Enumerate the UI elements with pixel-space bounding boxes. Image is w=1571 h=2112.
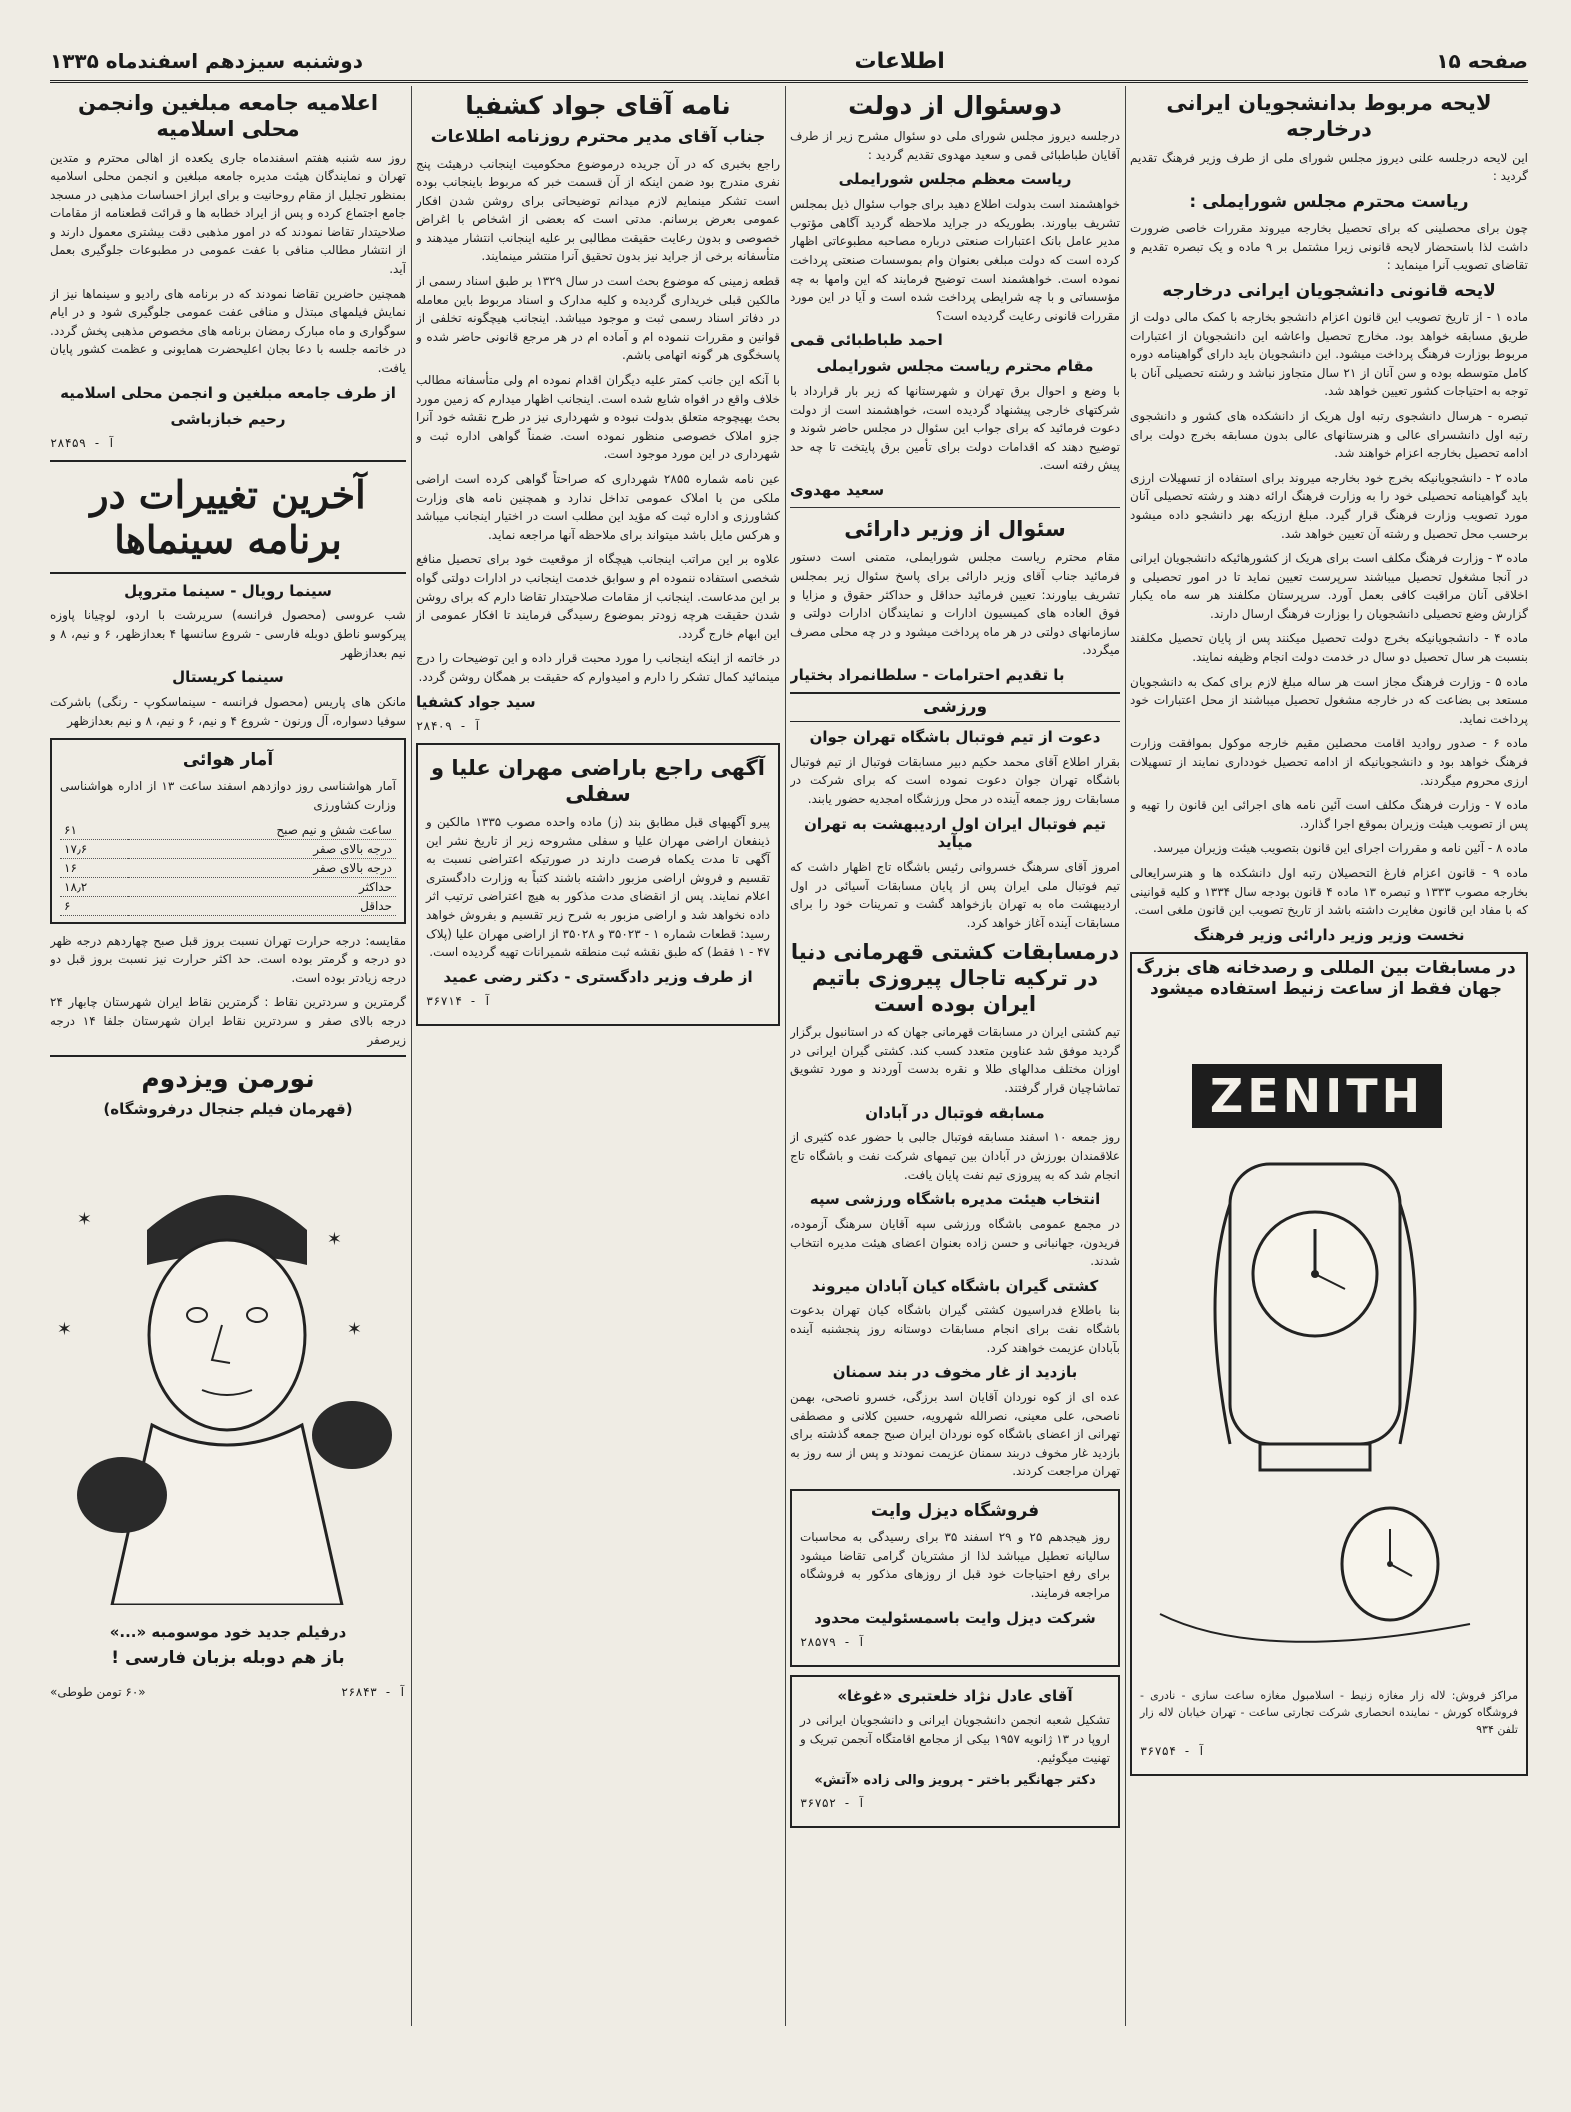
subheadline: مسابقه فوتبال در آبادان [865,1103,1045,1122]
paragraph: روز جمعه ۱۰ اسفند مسابقه فوتبال جالبی با حضور عده کثیری از علاقمندان بورزش در آبادان بین تیمهای شرکت نفت و باشگاه تاج انجام شد که به پیروزی تیم نفت پایان یافت. [790,1130,1120,1182]
notice-headline: آگهی راجع باراضی مهران علیا و سفلی [431,755,765,806]
paragraph: همچنین حاضرین تقاضا نمودند که در برنامه های رادیو و سینماها نیز از نمایش فیلمهای مبتذل و منافی عفت عمومی جلوگیری شود و در ایام سوگواری و ماه مبارک رمضان برنامه های مخصوص مذهبی پخش گردد. در خاتمه جلسه با دعا بجان اعلیحضرت همایونی و عظمت کشور پایان یافت. [50,286,406,376]
weather-value: ۱۶ [60,858,128,877]
cartoon-captions [50,1619,406,1675]
column-kashfia-letter [416,86,780,2026]
column-rule [785,86,786,2026]
paragraph: ماده ۹ - قانون اعزام فارغ التحصیلان رتبه اول دانشکده ها و هنرسرایعالی بخارجه مصوب ۱۳۳۳ و تبصره ۱۳ ماده ۴ قانون بودجه سال ۱۳۳۴ و کلیه قوانینی که با مفاد این قانون مغایرت داشته باشد از تاریخ تصویب این قانون ملغی است. [1130,866,1528,918]
weather-intro: آمار هواشناسی روز دوازدهم اسفند ساعت ۱۳ از اداره هواشناسی وزارت کشاورزی [60,779,396,812]
weather-value: ۱۸٫۲ [60,877,128,896]
paragraph: ماده ۸ - آئین نامه و مقررات اجرای این قانون بتصویب هیئت وزیران میرسد. [1153,841,1528,856]
zenith-logo: ZENITH [1192,1064,1442,1128]
column-rule [411,86,412,2026]
cinema-name: سینما رویال - سینما متروپل [124,581,332,600]
paragraph: ماده ۶ - صدور روادید اقامت محصلین مقیم خارجه موکول بموافقت وزارت فرهنگ خواهد بود و دانشجویانیکه از ادامه تحصیل خودداری نمایند از تسهیلات ارزی محروم میگردند. [1130,736,1528,788]
headline: درمسابقات کشتی قهرمانی دنیا در ترکیه تاجال پیروزی باتیم ایران بوده است [790,939,1120,1017]
subheadline: لایحه قانونی دانشجویان ایرانی درخارجه [1162,280,1496,301]
signature: سید جواد کشفیا [416,692,536,711]
paragraph: با وضع و احوال برق تهران و شهرستانها که زیر بار قرارداد با شرکتهای خارجی پیشنهاد گردیده است، خواهشمند است از دولت دعوت فرمائید که برای جواب این سئوال در مجلس حاضر شوند و توضیح دهند که اقدامات دولت برای تأمین برق پایتخت تا چه حد پیش رفته است. [790,384,1120,473]
paragraph: در خاتمه از اینکه اینجانب را مورد محبت قرار داده و این توضیحات را درج مینمائید کمال تشکر را دارم و امیدوارم که حقیقت بر همگان روشن گردد. [416,651,780,684]
ad-outlets: مراکز فروش: لاله زار مغازه زنیط - اسلامبول مغازه ساعت سازی - نادری - فروشگاه کورش - نماینده انحصاری شرکت تجارتی ساعت - تهران خیابان لاله زار تلفن ۹۳۴ [1140,1688,1518,1736]
ad-signature: شرکت دیزل وایت باسمسئولیت محدود [814,1608,1096,1627]
notice-reference: آ - ۳۶۷۱۴ [426,993,492,1008]
paragraph: بنا باطلاع فدراسیون کشتی گیران باشگاه کیان تهران بدعوت باشگاه نفت برای انجام مسابقات دوستانه روز پنجشنبه آینده بآبادان عزیمت خواهند کرد. [790,1303,1120,1355]
weather-label: درجه بالای صفر [128,839,396,858]
subheadline: ریاست معظم مجلس شورایملی [838,170,1072,189]
weather-row [60,877,396,896]
signature: با تقدیم احترامات - سلطانمراد بختیار [790,665,1065,684]
section-label: ورزشی [790,692,1120,722]
weather-row [60,821,396,840]
ad-subheadline: (قهرمان فیلم جنجال درفروشگاه) [103,1100,353,1119]
ad-footer [1140,1687,1518,1768]
ad-headline: فروشگاه دیزل وایت [870,1500,1040,1521]
headline: سئوال از وزیر دارائی [844,517,1066,542]
subheadline: بازدید از غار مخوف در بند سمنان [832,1363,1078,1382]
paragraph: تیم کشتی ایران در مسابقات قهرمانی جهان که در استانبول برگزار گردید موفق شد عناوین متعدد کسب کند. کشتی گیران ایرانی در اوزان مختلف مدالهای طلا و نقره بدست آوردند و مورد تشویق تماشاچیان قرار گرفتند. [790,1025,1120,1096]
paragraph: ماده ۷ - وزارت فرهنگ مکلف است آئین نامه های اجرائی این قانون را تهیه و پس از تصویب هیئت وزیران بموقع اجرا گذارد. [1130,798,1528,831]
column-questions-sports [790,86,1120,2026]
weather-value: ۶ [60,896,128,915]
notice-signature: دکتر جهانگیر باختر - پرویز والی زاده «آتش» [814,1773,1096,1789]
paragraph: ماده ۴ - دانشجویانیکه بخرج دولت تحصیل میکنند پس از پایان تحصیل مکلفند بنسبت هر سال تحصیل دو سال در خدمت دولت انجام وظیفه نمایند. [1130,631,1528,665]
weather-row [60,896,396,915]
headline: نامه آقای جواد کشفیا [465,91,731,120]
subheadline: جناب آقای مدیر محترم روزنامه اطلاعات [430,127,766,148]
paragraph: در مجمع عمومی باشگاه ورزشی سپه آقایان سرهنگ آزموده، فریدون، جهانبانی و حسن زاده بعنوان اعضای هیئت مدیره انتخاب شدند. [790,1216,1120,1269]
cinema-program: شب عروسی (محصول فرانسه) سریرشت با اردو، لوچیانا پاوزه پیرکوسو ناطق دوبله فارسی - شروع سانسها ۴ بعدازظهر، ۶ و نیم، ۸ و نیم بعدازظهر [50,608,406,660]
paragraph: مقام محترم ریاست مجلس شورایملی، متمنی است دستور فرمائید جناب آقای وزیر دارائی برای پاسخ سئوال زیر بمجلس تشریف بیاورند: تعیین فرمائید حداقل و حداکثر حقوق و مزایا و فوق العاده های کمیسیون ادارات و نمایندگان ادارات دولتی و سازمانهای دولتی در هر ماه پرداخت میشود و در چه محلی مصرف میگردد. [790,550,1120,658]
notice-body: پیرو آگهیهای قبل مطابق بند (ز) ماده واحده مصوب ۱۳۳۵ مالکین و ذینفعان اراضی مهران علیا و سفلی مشروحه زیر از تاریخ نشر این آگهی تا مدت یکماه فرصت دارند در صورتیکه اعتراضی نسبت به تقسیم و فروش اراضی مزبور داشته باشند کتباً به وزارت دادگستری اعلام نمایند. پس از انقضای مدت مذکور به هیچ اعتراضی ترتیب اثر داده نخواهد شد و اراضی مزبور به شرح زیر تقسیم و بفروش خواهد رسید: قطعات شماره ۱ - ۳۵۰۲۳ و ۳۵۰۲۸ از اراضی مهران علیا (پلاک ۴۷ - ۱ فقط) که طبق نقشه ثبت منطقه شمیرانات تهیه گردیده است. [426,815,770,960]
weather-extremes: گرمترین و سردترین نقاط : گرمترین نقاط ایران شهرستان چابهار ۲۴ درجه بالای صفر و سردترین نقاط ایران شهرستان جلفا ۱۴ درجه زیرصفر [50,995,406,1047]
paragraph: راجع بخبری که در آن جریده درموضوع محکومیت اینجانب درهیئت پنج نفری مندرج بود ضمن اینکه از آن قسمت خبر که مربوط باینجانب بوده است تشکر مینمایم لازم میدانم توضیحاتی برای روشن شدن افکار عمومی بعرض برسانم. مدتی است که بعضی از اشخاص با اغراض خصوصی و بدون رعایت حقیقت مطالبی بر علیه اینجانب انتشار میدهند و متأسفانه برخی از جراید نیز بدون تحقیق آنرا منتشر مینمایند. [416,156,780,264]
ad-headline: در مسابقات بین المللی و رصدخانه های بزرگ جهان فقط از ساعت زنیط استفاده میشود [1136,957,1516,1000]
divider [790,507,1120,508]
weather-row [60,858,396,877]
paragraph: خواهشمند است بدولت اطلاع دهید برای جواب سئوال ذیل بمجلس تشریف بیاورند. بطوریکه در جراید ملاحظه گردید آگاهی مؤتوب مدیر عامل بانک اعتبارات صنعتی درباره مصاحبه مطبوعاتی اظهار کرده است که دولت مبلغی بعنوان وام بموسسات صنعتی پرداخت نموده است. خواهشمند است توضیح فرمایند که این وامها به چه مؤسساتی و با چه شرایطی پرداخت شده است و آیا در این مورد مقررات قانونی رعایت گردیده است؟ [790,197,1120,323]
subheadline: تیم فوتبال ایران اول اردیبهشت به تهران میآید [804,814,1106,852]
congratulation-notice [790,1675,1120,1829]
headline: لایحه مربوط بدانشجویان ایرانی درخارجه [1166,91,1492,142]
paragraph: با آنکه این جانب کمتر علیه دیگران اقدام نموده ام ولی متأسفانه مطالب خلاف واقع در افواه شایع شده است. اینجانب اظهار میدارم که زمین مورد بحث بهیچوجه متعلق بدولت نبوده و شهرداری نیز در طرح نقشه خود آنرا جزو املاک خصوصی منظور نموده است. ضمناً گواهی اداره ثبت و شهرداری در این مورد موجود است. [416,373,780,462]
paragraph: علاوه بر این مراتب اینجانب هیچگاه از موقعیت خود برای تحصیل منافع شخصی استفاده ننموده ام و سوابق خدمت اینجانب در ادارات دولتی گواه بر این مدعاست. اینجانب از مقامات صلاحیتدار تقاضا دارم که برای روشن شدن حقیقت هرچه زودتر بموضوع رسیدگی فرمایند تا افکار عمومی از این ابهام خارج گردد. [416,552,780,641]
ad-reference: آ - ۳۶۷۵۴ [1140,1743,1206,1758]
subheadline: کشتی گیران باشگاه کیان آبادان میروند [811,1276,1099,1295]
diesel-white-ad [790,1489,1120,1667]
paragraph: عده ای از کوه نوردان آقایان اسد برزگی، خسرو ناصحی، بهمن ناصحی، علی معینی، نصرالله شهرویه، حسین کلانی و مصطفی تهرانی از اعضای باشگاه کوه نوردان ایران صبح جمعه گذشته برای بازدید غار مخوف دربند سمنان عزیمت نمودند و پس از سه روز به تهران مراجعت کردند. [790,1390,1120,1479]
salutation: ریاست محترم مجلس شورایملی : [1189,191,1469,212]
clock-illustration [1140,1144,1520,1664]
notice-reference: آ - ۳۶۷۵۲ [800,1796,866,1811]
weather-row [60,839,396,858]
paragraph: ماده ۱ - از تاریخ تصویب این قانون اعزام دانشجو بخارجه با کمک مالی دولت از طریق مسابقه خواهد بود. مخارج تحصیل واعاشه این دانشجویان از اعتبارات مربوط بوزارت فرهنگ پرداخت میشود. این دانشجویان باید دارای گواهینامه دوره کامل متوسطه بوده و سن آنان از ۲۱ سال متجاوز نباشد و رشته تحصیلی آنان با توجه به احتیاجات کشور تعیین خواهد شد. [1130,309,1528,399]
caption: درفیلم جدید خود موسومبه «...» [109,1623,347,1642]
headline: دوسئوال از دولت [848,91,1062,120]
paragraph: روز سه شنبه هفتم اسفندماه جاری یکعده از اهالی محترم و متدین تهران و نمایندگان هیئت مدیره جامعه مبلغین و انجمن محلی اسلامیه بمنظور تجلیل از مقام روحانیت و برای ابراز احساسات مذهبی در مسجد جامع اجتماع کرده و پس از ایراد خطابه ها و قرائت قطعنامه از مقامات صلاحیتدار تقاضا نمودند که در امور مذهبی دقت بیشتری معمول دارند و از انتشار مطالب منافی با عفت عمومی در مطبوعات جلوگیری بعمل آید. [50,150,406,277]
paragraph: عین نامه شماره ۲۸۵۵ شهرداری که صراحتاً گواهی کرده است اراضی ملکی من با املاک عمومی تداخل ندارد و همچنین نامه های وزارت کشاورزی و اداره ثبت که مؤید این مطلب است در اختیار اینجانب میباشد و هرکس مایل باشد میتواند برای ملاحظه آنها مراجعه نماید. [416,472,780,542]
svg-text:✶: ✶ [346,1319,362,1341]
reference-number: آ - ۲۸۴۵۹ [50,435,116,450]
ad-headline: نورمن ویزدوم [50,1055,406,1094]
weather-headline: آمار هوائی [182,750,274,771]
land-notice [416,743,780,1026]
paragraph: امروز آقای سرهنگ خسروانی رئیس باشگاه تاج اظهار داشت که تیم فوتبال ملی ایران پس از پایان مسابقات آسیائی در اول اردیبهشت ماه به تهران بازخواهد گشت و تمرینات خود را برای مسابقات آینده آغاز خواهد کرد. [790,860,1120,930]
weather-label: درجه بالای صفر [128,858,396,877]
signature: احمد طباطبائی قمی [790,331,943,350]
ad-reference: آ - ۲۶۸۴۳ [340,1685,406,1700]
paragraph: بقرار اطلاع آقای محمد حکیم دبیر مسابقات فوتبال از تیم فوتبال باشگاه تهران جوان دعوت نموده است که برای شرکت در مسابقات روز جمعه آینده در محل ورزشگاه امجدیه حضور یابند. [790,754,1120,807]
cinema-name: سینما کریستال [172,668,284,687]
weather-label: حداقل [128,896,396,915]
paragraph: چون برای محصلینی که برای تحصیل بخارجه میروند مقررات خاصی ضرورت داشت لذا باستحضار لایحه قانونی زیرا مشتمل بر ۹ ماده و یک تبصره تقدیم و تقاضای تصویب آنرا مینماید : [1130,220,1528,273]
norman-wisdom-ad [50,1055,406,1715]
headline: اعلامیه جامعه مبلغین وانجمن محلی اسلامیه [77,91,379,142]
intro-text: این لایحه درجلسه علنی دیروز مجلس شورای ملی از طرف وزیر فرهنگ تقدیم گردید : [1130,150,1528,184]
paragraph: تبصره - هرسال دانشجوی رتبه اول هریک از دانشکده های کشور و دانشجوی رتبه اول دانشسرای عالی و هنرستانهای عالی بدون مسابقه بخرج دولت برای ادامه تحصیل بخارجه اعزام خواهند شد. [1130,408,1528,461]
reference-number: آ - ۲۸۴۰۹ [416,718,482,733]
cinema-program: مانکن های پاریس (محصول فرانسه - سینماسکوپ - رنگی) باشرکت سوفیا دسواره، آل ورنون - شروع ۴ و نیم، ۶ و نیم، ۸ و نیم بعدازظهر [50,694,406,728]
subheadline: انتخاب هیئت مدیره باشگاه ورزشی سپه [809,1190,1101,1209]
subheadline: مقام محترم ریاست مجلس شورایملی [816,357,1094,376]
artist-signature: «۶۰ تومن طوطی» [50,1685,146,1700]
signature: از طرف جامعه مبلغین و انجمن محلی اسلامیه [60,383,396,402]
svg-text:✶: ✶ [56,1319,72,1341]
paper-name: اطلاعات [854,48,945,74]
paragraph: ماده ۳ - وزارت فرهنگ مکلف است برای هریک از کشورهائیکه دانشجویان ایرانی در آنجا مشغول تحصیل میباشند سرپرست تعیین نماید تا در امور تحصیلی و اخلاقی آنان مراقبت کافی بعمل آورد. سرپرستان مکلفند هر سه ماه یکبار گزارش وضع تحصیلی دانشجویان را بوزارت فرهنگ ارسال دارند. [1130,551,1528,621]
signature-name: رحیم خبازباشی [170,409,286,428]
notice-signature: از طرف وزیر دادگستری - دکتر رضی عمید [443,967,753,986]
subheadline: دعوت از تیم فوتبال باشگاه تهران جوان [809,728,1101,747]
page-number: صفحه ۱۵ [1436,49,1528,73]
weather-label: ساعت شش و نیم صبح [128,821,396,840]
zenith-advertisement [1130,952,1528,1776]
notice-headline: آقای عادل نژاد خلعتبری «غوغا» [837,1686,1073,1705]
column-students-bill [1130,86,1528,2026]
weather-table [60,821,396,916]
weather-value: ۶۱ [60,821,128,840]
weather-comparison: مقایسه: درجه حرارت تهران نسبت بروز قبل صبح چهاردهم درجه ظهر دو درجه و گرمتر بوده است. حد اکثر حرارت نیز نسبت بروز قبل دو درجه زیادتر بوده است. [50,933,406,985]
caption: باز هم دوبله بزبان فارسی ! [111,1647,345,1668]
masthead [50,42,1528,83]
cartoon-illustration [52,1135,402,1605]
svg-text:✶: ✶ [326,1229,342,1251]
issue-date: دوشنبه سیزدهم اسفندماه ۱۳۳۵ [50,49,363,73]
weather-label: حداکثر [128,877,396,896]
svg-text:✶: ✶ [76,1209,92,1231]
ad-body: روز هیجدهم ۲۵ و ۲۹ اسفند ۳۵ برای رسیدگی به محاسبات سالیانه تعطیل میباشد لذا از مشتریان گرامی تقاضا میشود برای رفع احتیاجات خود قبل از روزهای مذکور به فروشگاه مراجعه فرمایند. [800,1530,1110,1600]
paragraph: قطعه زمینی که موضوع بحث است در سال ۱۳۲۹ بر طبق اسناد رسمی از مالکین قبلی خریداری گردیده و کلیه مدارک و اسناد مربوط باین معامله در دفاتر اسناد رسمی ثبت و موجود میباشد. اینجانب هیچگونه تخلفی از قوانین و مقررات ننموده ام و آماده ام در هر مرجع قانونی حاضر شده و پاسخگوی هر گونه اتهامی باشم. [416,274,780,363]
paragraph: ماده ۵ - وزارت فرهنگ مجاز است هر ساله مبلغ لازم برای کمک به دانشجویان مستعد بی بضاعت که در خارجه مشغول تحصیل میباشند از محل اعتبارات خود پرداخت نماید. [1130,674,1528,726]
ad-reference: آ - ۲۸۵۷۹ [800,1634,866,1649]
weather-value: ۱۷٫۶ [60,839,128,858]
cartoon-footer [50,1683,406,1709]
weather-box [50,738,406,923]
ministers-signatures: نخست وزیر وزیر دارائی وزیر فرهنگ [1193,925,1465,944]
cinema-banner: آخرین تغییرات در برنامه سینماها [50,460,406,574]
paragraph: ماده ۲ - دانشجویانیکه بخرج خود بخارجه میروند برای استفاده از تسهیلات ارزی باید گواهینامه تحصیلی خود را به وزارت فرهنگ ارائه دهند و رشته تحصیلی آنان مورد تصویب وزارت فرهنگ قرار گیرد. مبلغ ارزیکه بهر دانشجو داده میشود برحسب محل تحصیل و رشته آن تعیین خواهد شد. [1130,470,1528,541]
column-rule [1125,86,1126,2026]
notice-body: تشکیل شعبه انجمن دانشجویان ایرانی و دانشجویان ایرانی در اروپا در ۱۳ ژانویه ۱۹۵۷ بیکی از مجامع اقامتگاه آنجمن تبریک و تهنیت میگوئیم. [800,1713,1110,1765]
intro-text: درجلسه دیروز مجلس شورای ملی دو سئوال مشرح زیر از طرف آقایان طباطبائی قمی و سعید مهدوی تقدیم گردید : [790,129,1120,162]
signature: سعید مهدوی [790,481,885,500]
column-announcements [50,86,406,2026]
